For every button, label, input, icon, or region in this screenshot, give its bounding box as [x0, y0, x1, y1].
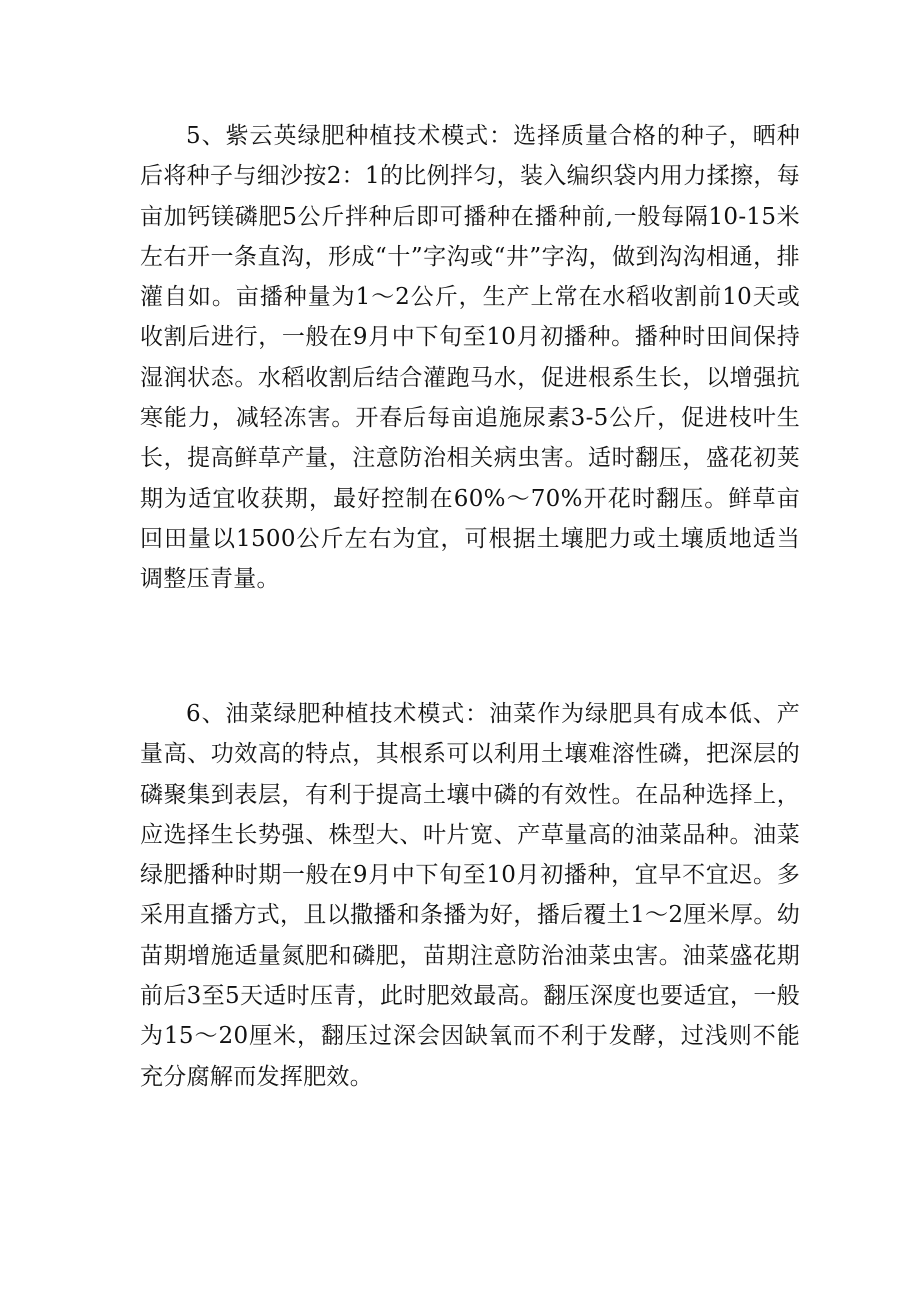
- paragraph-rapeseed-green-manure: 6、油菜绿肥种植技术模式：油菜作为绿肥具有成本低、产量高、功效高的特点，其根系可以利用土壤难溶性磷，把深层的磷聚集到表层，有利于提高土壤中磷的有效性。在品种选择上，应选择生长势强、株型大、叶片宽、产草量高的油菜品种。油菜绿肥播种时期一般在9月中下旬至10月初播种，宜早不宜迟。多采用直播方式，且以撒播和条播为好，播后覆土1～2厘米厚。幼苗期增施适量氮肥和磷肥，苗期注意防治油菜虫害。油菜盛花期前后3至5天适时压青，此时肥效最高。翻压深度也要适宜，一般为15～20厘米，翻压过深会因缺氧而不利于发酵，过浅则不能充分腐解而发挥肥效。: [140, 701, 800, 1090]
- paragraph-chinese-milk-vetch: 5、紫云英绿肥种植技术模式：选择质量合格的种子，晒种后将种子与细沙按2：1的比例拌匀，装入编织袋内用力揉擦，每亩加钙镁磷肥5公斤拌种后即可播种在播种前,一般每隔10-15米左右开一条直沟，形成“十”字沟或“井”字沟，做到沟沟相通，排灌自如。亩播种量为1～2公斤，生产上常在水稻收割前10天或收割后进行，一般在9月中下旬至10月初播种。播种时田间保持湿润状态。水稻收割后结合灌跑马水，促进根系生长，以增强抗寒能力，减轻冻害。开春后每亩追施尿素3-5公斤，促进枝叶生长，提高鲜草产量，注意防治相关病虫害。适时翻压，盛花初荚期为适宜收获期，最好控制在60%～70%开花时翻压。鲜草亩回田量以1500公斤左右为宜，可根据土壤肥力或土壤质地适当调整压青量。: [140, 123, 800, 593]
